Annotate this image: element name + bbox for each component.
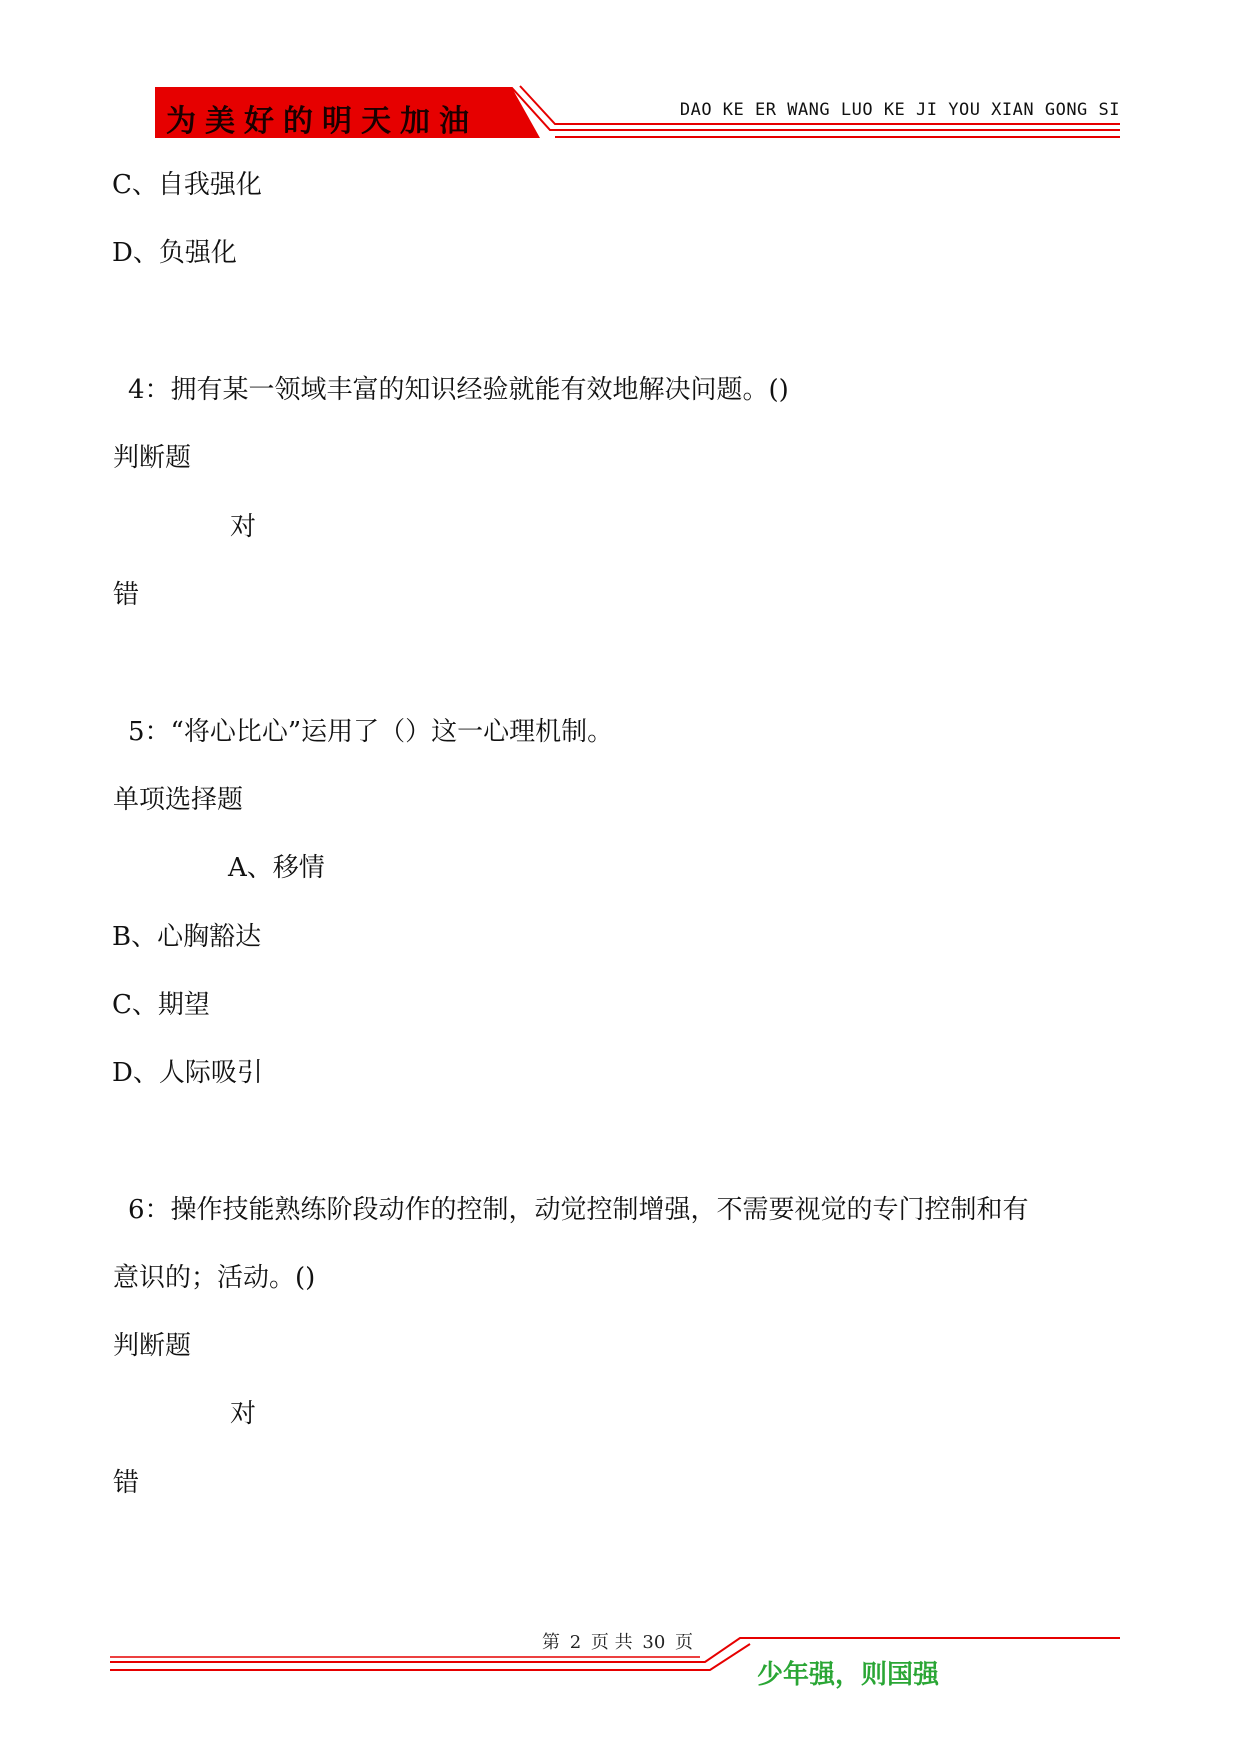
- page-current: 2: [569, 1632, 582, 1653]
- q5-stem: 5：“将心比心”运用了（）这一心理机制。: [128, 717, 614, 747]
- header-company-name: DAO KE ER WANG LUO KE JI YOU XIAN GONG SI: [679, 100, 1120, 120]
- q4-type: 判断题: [113, 443, 192, 473]
- page-total: 30: [642, 1632, 666, 1653]
- q3-option-d: D、负强化: [112, 238, 237, 268]
- q6-option-true: 对: [230, 1399, 257, 1429]
- q3-option-c: C、自我强化: [112, 170, 262, 200]
- q4-stem: 4：拥有某一领域丰富的知识经验就能有效地解决问题。(): [128, 375, 789, 405]
- footer-slogan: 少年强，则国强: [757, 1660, 940, 1690]
- q4-option-false: 错: [113, 580, 140, 610]
- q6-type: 判断题: [113, 1331, 192, 1361]
- header-slogan: 为美好的明天加油: [166, 104, 478, 139]
- q5-option-a: A、移情: [228, 853, 325, 883]
- q5-type: 单项选择题: [113, 785, 244, 815]
- q5-option-d: D、人际吸引: [112, 1058, 263, 1088]
- page-mid: 页 共: [590, 1632, 633, 1653]
- q6-stem-line2: 意识的；活动。(): [113, 1263, 316, 1293]
- q6-option-false: 错: [113, 1468, 140, 1498]
- q6-stem-line1: 6：操作技能熟练阶段动作的控制，动觉控制增强，不需要视觉的专门控制和有: [128, 1195, 1029, 1225]
- q5-option-c: C、期望: [112, 990, 210, 1020]
- page-number: [0, 1628, 1235, 1654]
- page-suffix: 页: [675, 1632, 694, 1653]
- page-prefix: 第: [541, 1632, 560, 1653]
- q4-option-true: 对: [230, 512, 257, 542]
- q5-option-b: B、心胸豁达: [112, 922, 262, 952]
